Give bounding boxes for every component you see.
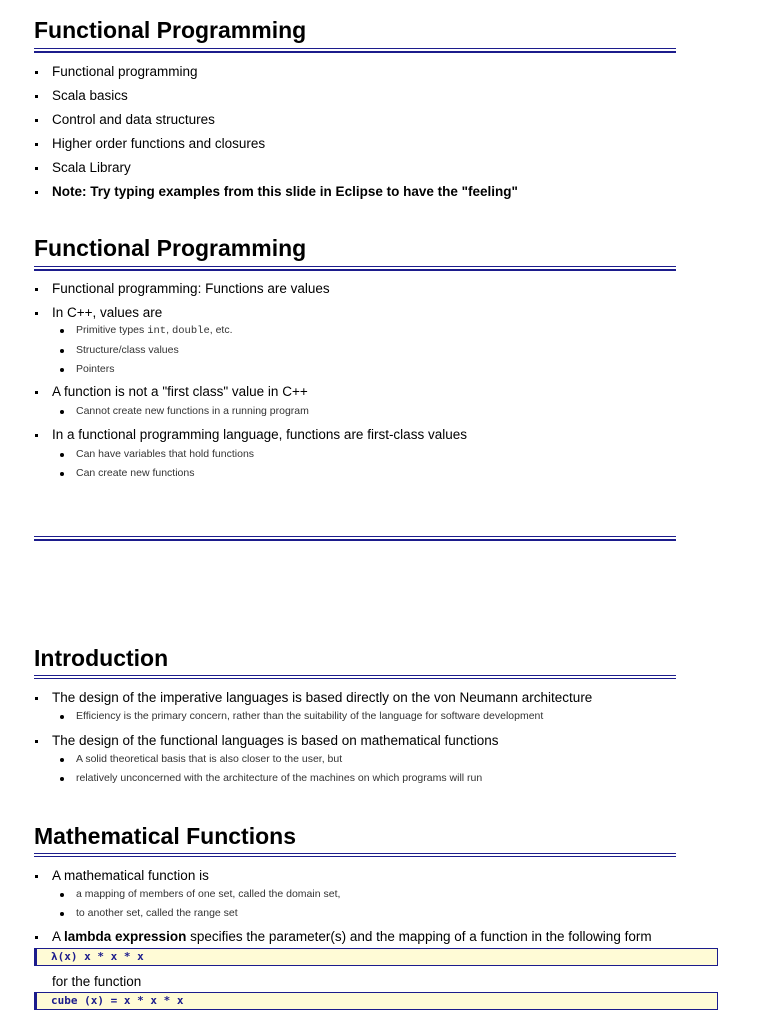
sub-item: Can have variables that hold functions <box>34 448 676 461</box>
list-item: Higher order functions and closures <box>34 136 518 152</box>
sub-item: A solid theoretical basis that is also closer to the user, but <box>34 753 676 766</box>
bullet-list <box>34 64 518 200</box>
title-rule <box>34 266 676 271</box>
list-item: In C++, values are <box>34 305 676 321</box>
sub-list <box>34 710 676 723</box>
sub-item: Structure/class values <box>34 344 676 357</box>
sub-list <box>34 888 676 920</box>
sub-list <box>34 405 676 418</box>
sub-item: Pointers <box>34 363 676 376</box>
sub-list <box>34 324 676 376</box>
sub-item: relatively unconcerned with the architecture of the machines on which programs will run <box>34 772 676 785</box>
slide-4 <box>34 822 676 1007</box>
list-item: The design of the functional languages is based on mathematical functions <box>34 733 676 749</box>
list-item: The design of the imperative languages is based directly on the von Neumann architecture <box>34 690 676 706</box>
list-item: Scala basics <box>34 88 518 104</box>
list-item: A mathematical function is <box>34 868 676 884</box>
code-int: int <box>147 325 167 337</box>
slide-title: Mathematical Functions <box>34 823 296 849</box>
list-item-note: Note: Try typing examples from this slide in Eclipse to have the "feeling" <box>34 184 518 200</box>
slide-title: Introduction <box>34 645 169 671</box>
slide-bottom-rule <box>34 536 676 541</box>
lambda-expression-term: lambda expression <box>64 929 187 944</box>
sub-list <box>34 448 676 480</box>
title-rule <box>34 675 676 679</box>
bullet-list <box>34 733 676 749</box>
sub-item: Primitive types int, double, etc. <box>34 324 676 338</box>
bullet-list <box>34 929 676 945</box>
sub-list <box>34 753 676 785</box>
list-item: Functional programming: Functions are values <box>34 281 676 297</box>
list-item: Functional programming <box>34 64 518 80</box>
code-block-cube: cube (x) = x * x * x <box>34 992 718 1010</box>
list-item: A function is not a "first class" value in C++ <box>34 384 676 400</box>
sub-item: a mapping of members of one set, called the domain set, <box>34 888 676 901</box>
for-the-function-text: for the function <box>52 974 142 989</box>
slide-2 <box>34 234 676 544</box>
bullet-list <box>34 427 676 443</box>
sub-item: Can create new functions <box>34 467 676 480</box>
list-item: Control and data structures <box>34 112 518 128</box>
slide-1 <box>34 16 676 199</box>
sub-item: Cannot create new functions in a running program <box>34 405 676 418</box>
slide-title: Functional Programming <box>34 235 307 261</box>
code-double: double <box>171 325 210 337</box>
bullet-list <box>34 868 676 884</box>
list-item: In a functional programming language, functions are first-class values <box>34 427 676 443</box>
sub-item: to another set, called the range set <box>34 907 676 920</box>
code-block-lambda: λ(x) x * x * x <box>34 948 718 966</box>
slide-title: Functional Programming <box>34 17 307 43</box>
list-item: A lambda expression specifies the parameter(s) and the mapping of a function in the following form <box>34 929 676 945</box>
title-rule <box>34 48 676 53</box>
title-rule <box>34 853 676 857</box>
bullet-list <box>34 384 676 400</box>
slide-3 <box>34 644 676 784</box>
sub-item: Efficiency is the primary concern, rather than the suitability of the language for software development <box>34 710 676 723</box>
bullet-list <box>34 690 676 706</box>
bullet-list <box>34 281 676 321</box>
list-item: Scala Library <box>34 160 518 176</box>
